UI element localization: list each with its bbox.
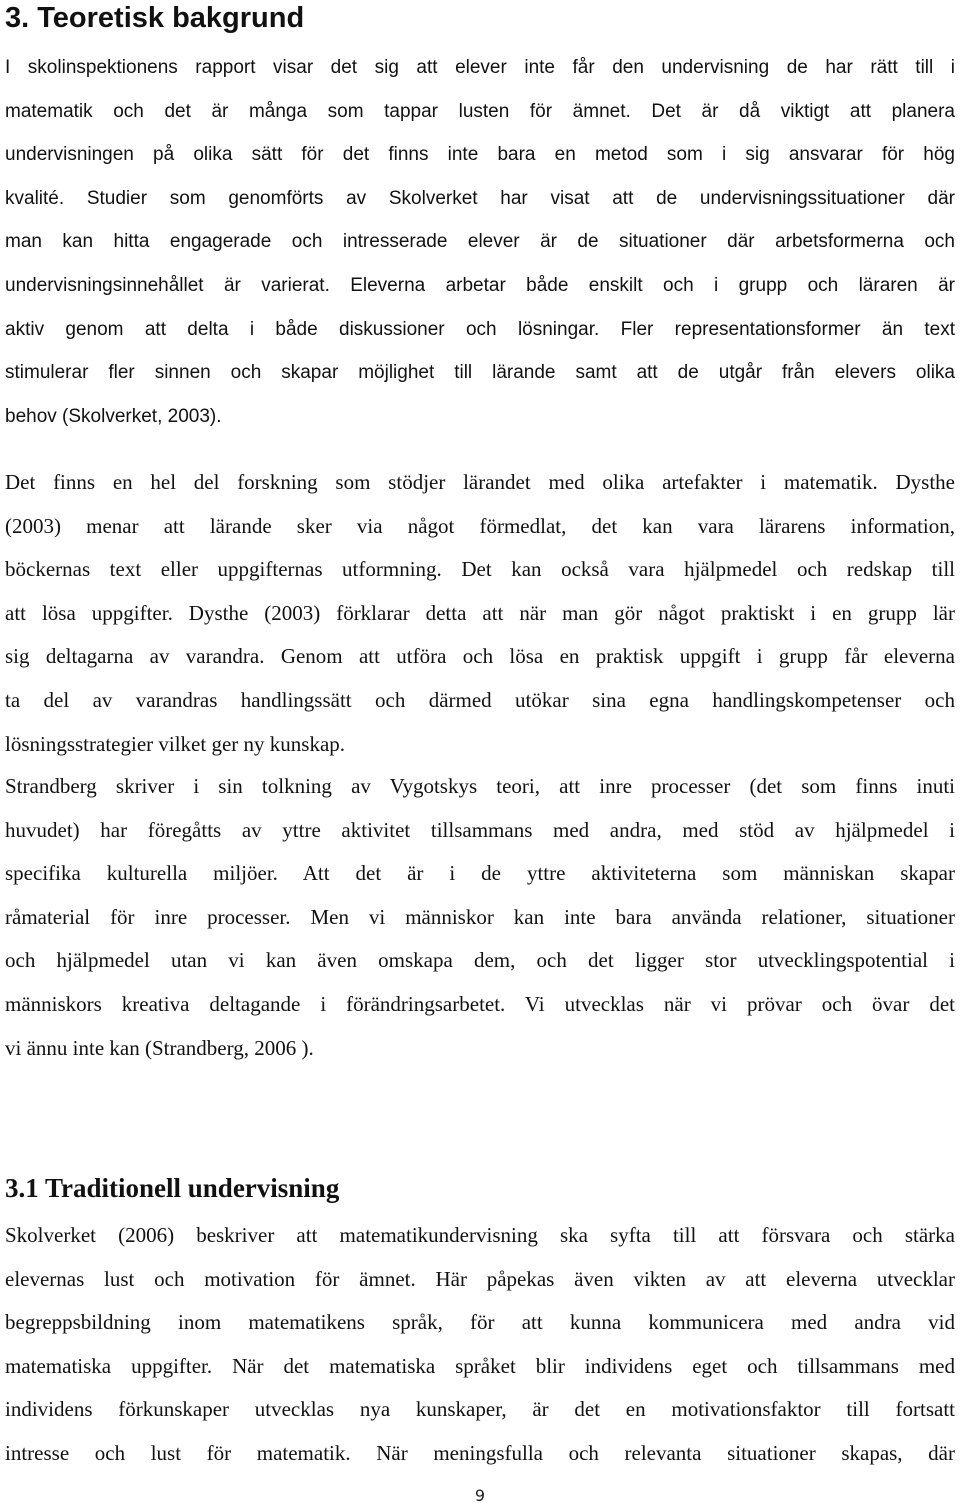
- paragraph-line: böckernas text eller uppgifternas utformning. Det kan också vara hjälpmedel och redskap till: [5, 557, 955, 582]
- paragraph-line: råmaterial för inre processer. Men vi människor kan inte bara använda relationer, situationer: [5, 904, 955, 929]
- paragraph-artefakter: [5, 461, 955, 766]
- paragraph-line: aktiv genom att delta i både diskussioner och lösningar. Fler representationsformer än text: [5, 318, 955, 340]
- paragraph-line: lösningsstrategier vilket ger ny kunskap.: [5, 731, 346, 756]
- paragraph-line: individens förkunskaper utvecklas nya kunskaper, är det en motivationsfaktor till fortsatt: [5, 1397, 955, 1422]
- paragraph-line: behov (Skolverket, 2003).: [5, 405, 222, 427]
- paragraph-line: man kan hitta engagerade och intresserade elever är de situationer där arbetsformerna och: [5, 231, 955, 253]
- paragraph-line: ta del av varandras handlingssätt och därmed utökar sina egna handlingskompetenser och: [5, 687, 955, 712]
- paragraph-skolinspektionen: [5, 46, 955, 438]
- paragraph-line: intresse och lust för matematik. När meningsfulla och relevanta situationer skapas, där: [5, 1440, 955, 1465]
- paragraph-line: kvalité. Studier som genomförts av Skolverket har visat att de undervisningssituationer där: [5, 187, 955, 209]
- paragraph-line: specifika kulturella miljöer. Att det är i de yttre aktiviteterna som människan skapar: [5, 861, 955, 886]
- paragraph-line: sig deltagarna av varandra. Genom att utföra och lösa en praktisk uppgift i grupp får eleverna: [5, 644, 955, 669]
- section-heading: 3. Teoretisk bakgrund: [5, 2, 305, 34]
- paragraph-line: vi ännu inte kan (Strandberg, 2006 ).: [5, 1035, 314, 1060]
- paragraph-line: (2003) menar att lärande sker via något förmedlat, det kan vara lärarens information,: [5, 513, 955, 538]
- paragraph-line: begreppsbildning inom matematikens språk, för att kunna kommunicera med andra vid: [5, 1310, 955, 1335]
- paragraph-line: undervisningsinnehållet är varierat. Eleverna arbetar både enskilt och i grupp och läraren är: [5, 274, 955, 296]
- paragraph-line: matematiska uppgifter. När det matematiska språket blir individens eget och tillsammans med: [5, 1353, 955, 1378]
- paragraph-line: Det finns en hel del forskning som stödjer lärandet med olika artefakter i matematik. Dysthe: [5, 470, 955, 494]
- paragraph-line: undervisningen på olika sätt för det finns inte bara en metod som i sig ansvarar för hög: [5, 144, 955, 166]
- paragraph-line: och hjälpmedel utan vi kan även omskapa dem, och det ligger stor utvecklingspotential i: [5, 948, 955, 973]
- paragraph-line: människors kreativa deltagande i förändringsarbetet. Vi utvecklas när vi prövar och övar det: [5, 991, 955, 1016]
- paragraph-vygotsky: [5, 765, 955, 1070]
- paragraph-line: elevernas lust och motivation för ämnet. Här påpekas även vikten av att eleverna utvecklar: [5, 1266, 955, 1291]
- paragraph-line: Skolverket (2006) beskriver att matematikundervisning ska syfta till att försvara och stärka: [5, 1223, 955, 1247]
- subsection-heading: 3.1 Traditionell undervisning: [5, 1173, 340, 1203]
- page-number: 9: [474, 1486, 486, 1505]
- paragraph-line: I skolinspektionens rapport visar det sig att elever inte får den undervisning de har rätt till i: [5, 57, 955, 78]
- paragraph-line: Strandberg skriver i sin tolkning av Vygotskys teori, att inre processer (det som finns inuti: [5, 774, 955, 798]
- paragraph-traditionell: [5, 1214, 955, 1476]
- paragraph-line: matematik och det är många som tappar lusten för ämnet. Det är då viktigt att planera: [5, 100, 955, 122]
- paragraph-line: att lösa uppgifter. Dysthe (2003) förklarar detta att när man gör något praktiskt i en grupp lär: [5, 600, 955, 625]
- paragraph-line: huvudet) har föregåtts av yttre aktivitet tillsammans med andra, med stöd av hjälpmedel i: [5, 817, 955, 842]
- paragraph-line: stimulerar fler sinnen och skapar möjlighet till lärande samt att de utgår från elevers olika: [5, 362, 955, 384]
